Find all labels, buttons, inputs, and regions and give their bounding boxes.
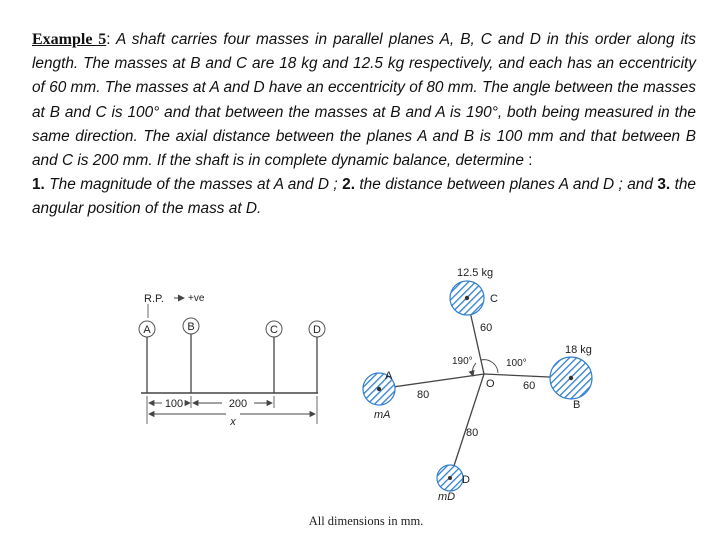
plane-d-label: D — [313, 324, 321, 336]
arc-190 — [472, 363, 476, 376]
q1-text: The magnitude of the masses at A and D ; — [49, 176, 338, 194]
rp-label: R.P. — [144, 293, 164, 305]
mass-c-center — [465, 296, 469, 300]
plane-marker-d — [309, 321, 325, 393]
mass-diagram — [363, 267, 592, 503]
radius-d: 80 — [466, 427, 479, 439]
arm-d — [450, 374, 484, 478]
dim-ab-label: 100 — [164, 398, 184, 410]
title-colon: : — [106, 31, 111, 48]
radius-a: 80 — [417, 389, 430, 401]
plane-marker-a — [139, 321, 155, 393]
q2-text: the distance between planes A and D ; and — [359, 176, 653, 194]
plane-d-tag: D — [462, 474, 470, 486]
figure-caption: All dimensions in mm. — [308, 514, 424, 528]
plane-b-label: B — [187, 321, 195, 333]
radius-c: 60 — [480, 322, 493, 334]
angle-ba-label: 190° — [452, 356, 473, 367]
origin-label: O — [486, 378, 495, 390]
plane-b-tag: B — [573, 399, 581, 411]
problem-body: A shaft carries four masses in parallel planes A, B, C and D in this order along its length. The masses at B and C are 18 kg and 12.5 kg respectively, and each has an eccentricity of 60 mm. The masses at A and D have an eccentricity of 80 mm. The angle between the masses at B and C is 100° and that between the masses at B and A is 190°, both being measured in the same direction. The axial distance between the planes A and B is 100 mm and that between B and C is 200 mm. If the shaft is in complete dynamic balance, determine — [32, 31, 696, 170]
example-title: Example 5 — [32, 31, 107, 48]
dim-bc-label: 200 — [228, 398, 248, 410]
mass-d-symbol: mD — [438, 491, 456, 503]
plane-marker-b — [183, 318, 199, 393]
angle-bc-label: 100° — [506, 358, 527, 369]
mass-b-center — [569, 376, 573, 380]
direction-label: +ve — [188, 293, 205, 304]
mass-d-center — [448, 476, 452, 480]
q1-number: 1. — [32, 176, 45, 194]
q2-number: 2. — [342, 176, 355, 194]
plane-a-label: A — [143, 324, 151, 336]
q3-number: 3. — [657, 176, 671, 194]
shaft-diagram — [139, 293, 325, 428]
dim-x-label: x — [230, 416, 236, 428]
radius-b: 60 — [523, 380, 536, 392]
plane-marker-c — [266, 321, 282, 393]
mass-a-center — [377, 387, 381, 391]
q3-text: the angular position of the mass at D. — [32, 176, 696, 218]
plane-c-label: C — [270, 324, 278, 336]
body-colon: : — [523, 152, 533, 170]
mass-c-label: 12.5 kg — [457, 267, 494, 279]
mass-b-label: 18 kg — [565, 344, 592, 356]
plane-c-tag: C — [490, 293, 498, 305]
plane-a-tag: A — [385, 370, 393, 382]
mass-a-symbol: mA — [374, 409, 391, 421]
